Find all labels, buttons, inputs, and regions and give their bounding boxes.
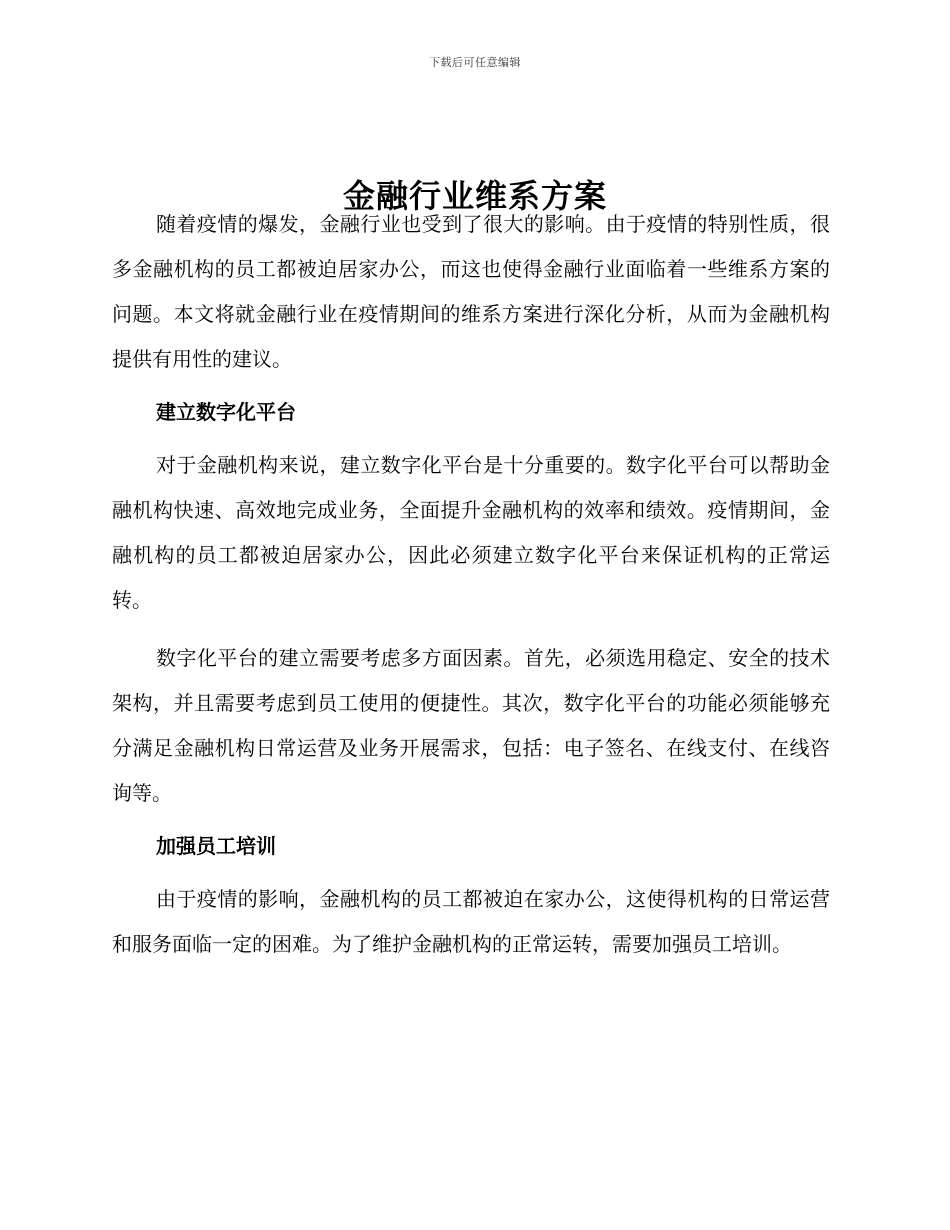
header-note: 下载后可任意编辑 [429,56,521,69]
section-heading-digital-platform: 建立数字化平台 [156,400,296,424]
document-body [112,202,830,967]
body-paragraph: 对于金融机构来说，建立数字化平台是十分重要的。数字化平台可以帮助金融机构快速、高效地完成业务，全面提升金融机构的效率和绩效。疫情期间，金融机构的员工都被迫居家办公，因此必须建立数字化平台来保证机构的正常运转。 [112,453,830,612]
intro-paragraph: 随着疫情的爆发，金融行业也受到了很大的影响。由于疫情的特别性质，很多金融机构的员工都被迫居家办公，而这也使得金融行业面临着一些维系方案的问题。本文将就金融行业在疫情期间的维系方案进行深化分析，从而为金融机构提供有用性的建议。 [112,212,830,371]
section-heading-staff-training: 加强员工培训 [156,834,276,858]
body-paragraph: 由于疫情的影响，金融机构的员工都被迫在家办公，这使得机构的日常运营和服务面临一定的困难。为了维护金融机构的正常运转，需要加强员工培训。 [112,887,830,956]
document-title: 金融行业维系方案 [342,177,607,216]
body-paragraph: 数字化平台的建立需要考虑多方面因素。首先，必须选用稳定、安全的技术架构，并且需要考虑到员工使用的便捷性。其次，数字化平台的功能必须能够充分满足金融机构日常运营及业务开展需求，包括：电子签名、在线支付、在线咨询等。 [112,646,830,805]
